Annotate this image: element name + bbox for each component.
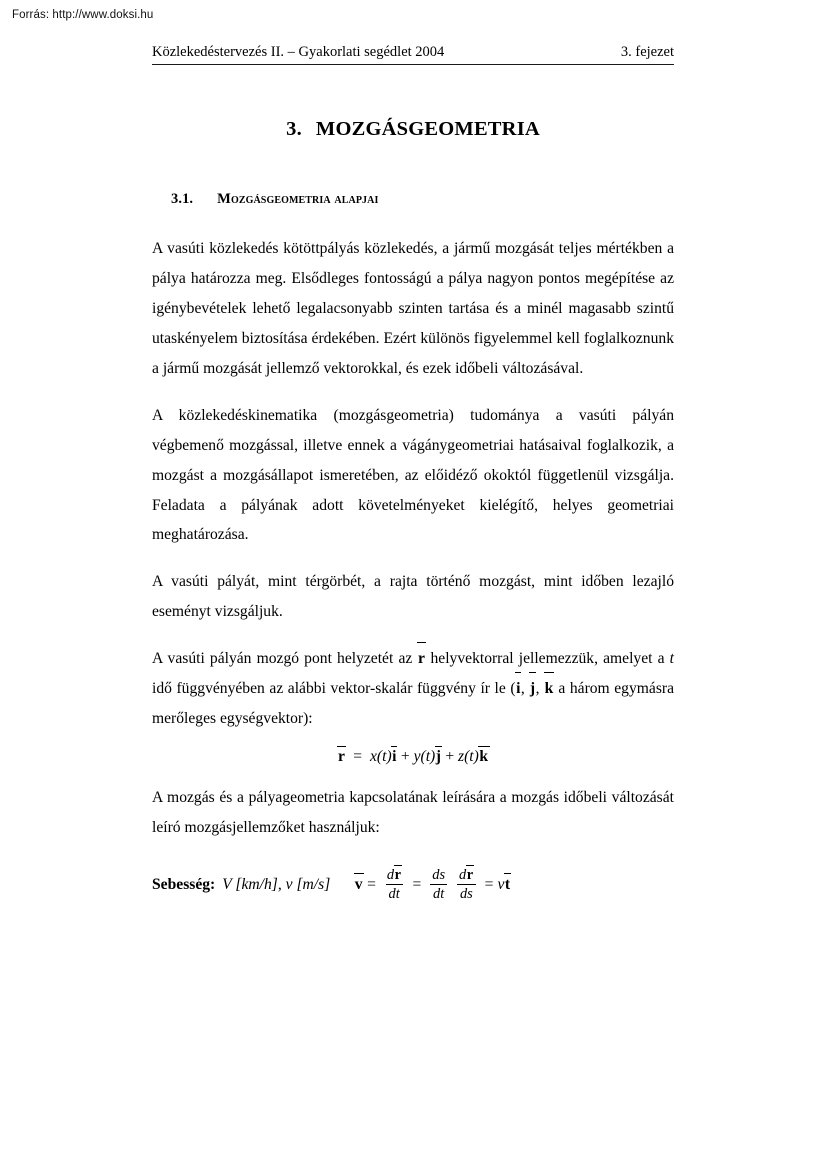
vector-r-inline: r xyxy=(417,644,425,674)
eq-term-x: x(t) xyxy=(370,748,392,766)
pos-sep-2: , xyxy=(535,680,540,698)
pos-text-part3: idő függvényében az alábbi vektor-skalár függvény ír le ( xyxy=(152,680,516,698)
eq-vector-j: j xyxy=(435,748,441,766)
vector-j-inline: j xyxy=(529,674,535,704)
speed-scalar-v: v xyxy=(497,875,505,893)
running-header-right: 3. fejezet xyxy=(620,44,674,60)
fraction-dr-ds-denominator: ds xyxy=(457,884,476,902)
page-content xyxy=(152,104,674,902)
speed-label: Sebesség: xyxy=(152,875,216,893)
chapter-title-text: MOZGÁSGEOMETRIA xyxy=(315,118,540,140)
paragraph-1: A vasúti közlekedés kötöttpályás közlekedés, a jármű mozgását teljes mértékben a pálya határozza meg. Elsődleges fontosságú a pálya nagyon pontos megépítése az igénybevételek lehető legalacsonyabb szinten tartása és a minél magasabb szintű utaskényelem biztosítása érdekében. Ezért különös figyelemmel kell foglalkoznunk a jármű mozgását jellemző vektorokkal, és ezek időbeli változásával. xyxy=(152,240,674,377)
speed-definition-line xyxy=(152,867,674,902)
fraction-dr-ds-numerator xyxy=(456,867,477,884)
fraction-ds-dt-denominator: dt xyxy=(430,884,447,902)
eq-vector-k: k xyxy=(479,748,489,766)
eq-plus-1: + xyxy=(400,748,410,766)
speed-units: V [km/h], v [m/s] xyxy=(222,875,331,893)
eq-term-y: y(t) xyxy=(413,748,436,766)
running-header xyxy=(152,44,674,65)
differential-d-1: d xyxy=(386,866,395,883)
eq-lhs-vector-r: r xyxy=(337,748,345,766)
pos-text-part1: A vasúti pályán mozgó pont helyzetét az xyxy=(152,650,413,668)
chapter-heading xyxy=(152,104,674,141)
running-header-left: Közlekedéstervezés II. – Gyakorlati segédlet 2004 xyxy=(152,44,445,60)
equation-position-vector xyxy=(152,748,674,766)
section-title-text: Mozgásgeometria alapjai xyxy=(217,191,379,207)
pos-sep-1: , xyxy=(520,680,525,698)
eq-vector-i: i xyxy=(392,748,397,766)
vector-i-inline: i xyxy=(516,674,521,704)
pos-text-part4: a három egymásra merőleges egységvektor): xyxy=(152,680,675,728)
speed-equals-3: = xyxy=(484,875,494,893)
speed-equals-1: = xyxy=(367,875,376,893)
speed-tangent-vector-t: t xyxy=(504,875,511,893)
paragraph-3: A vasúti pályát, mint térgörbét, a rajta történő mozgást, mint időben lezajló eseményt vizsgáljuk. xyxy=(152,573,674,621)
fraction-ds-dt-numerator: ds xyxy=(432,866,446,883)
fraction-vector-r-1: r xyxy=(394,866,401,883)
paragraph-2: A közlekedéskinematika (mozgásgeometria) tudománya a vasúti pályán végbemenő mozgással, illetve ennek a vágánygeometriai hatásaival foglalkozik, a mozgást a mozgásállapot ismeretében, az előidéző okoktól függetlenül vizsgálja. Feladata a pályának adott követelményeket kielégítő, helyes geometriai meghatározása. xyxy=(152,406,674,544)
fraction-dr-dt xyxy=(384,867,405,902)
differential-d-2: d xyxy=(459,866,467,883)
vector-k-inline: k xyxy=(544,674,554,704)
speed-equals-2: = xyxy=(412,875,422,893)
pos-text-part2: helyvektorral jellemezzük, amelyet a xyxy=(430,650,665,668)
fraction-dr-dt-denominator: dt xyxy=(386,884,403,902)
eq-term-z: z(t) xyxy=(458,748,479,766)
section-heading xyxy=(152,141,674,208)
variable-t: t xyxy=(669,650,675,668)
eq-plus-2: + xyxy=(445,748,455,766)
fraction-ds-dt xyxy=(429,867,448,902)
section-number: 3.1. xyxy=(171,191,194,207)
paragraph-motion-characteristics: A mozgás és a pályageometria kapcsolatának leírására a mozgás időbeli változását leíró mozgásjellemzőket használjuk: xyxy=(152,789,674,836)
speed-vector-v: v xyxy=(354,875,363,893)
fraction-dr-dt-numerator xyxy=(384,867,405,884)
source-watermark: Forrás: http://www.doksi.hu xyxy=(12,9,154,21)
paragraph-position-vector xyxy=(152,644,674,734)
fraction-vector-r-2: r xyxy=(466,866,474,883)
chapter-number: 3. xyxy=(286,118,302,140)
fraction-dr-ds xyxy=(456,867,477,902)
eq-equals-1: = xyxy=(353,748,363,766)
